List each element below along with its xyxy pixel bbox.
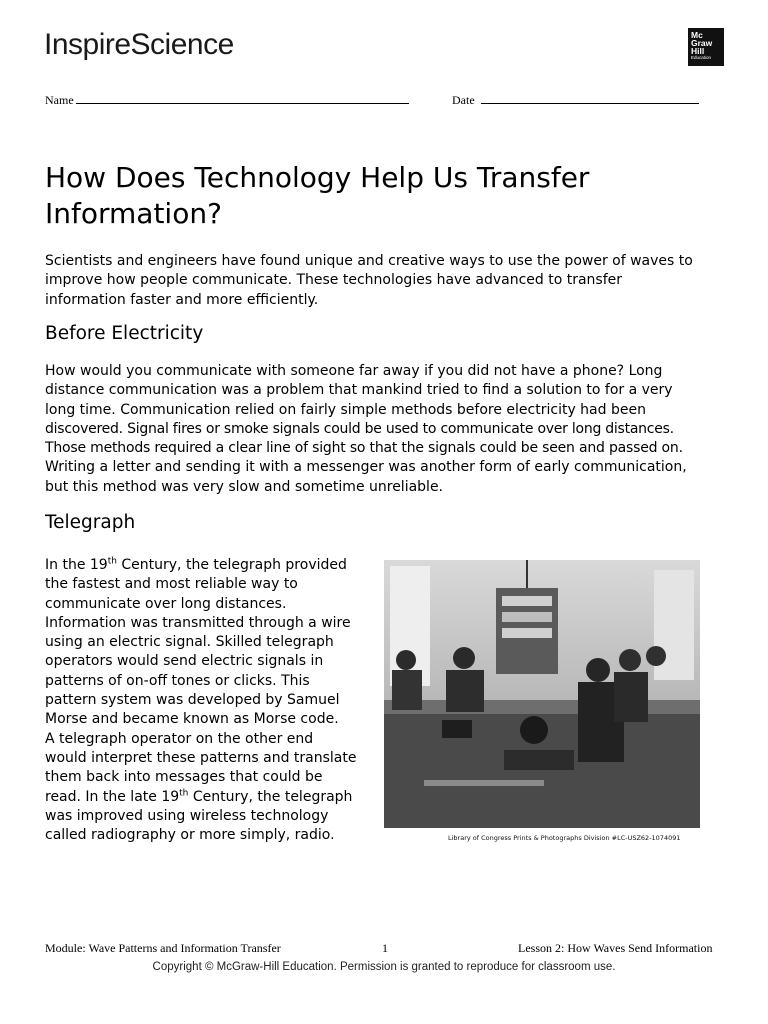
logo-line-1: Mc [691,30,703,40]
photo-illustration [384,560,700,828]
paragraph-line: the fastest and most reliable way to [45,576,298,593]
paragraph-line: A telegraph operator on the other end [45,730,314,747]
footer-page-number: 1 [382,941,388,955]
logo-line-4: Education [691,55,712,60]
date-label: Date [452,93,475,107]
paragraph-line: was improved using wireless technology [45,807,329,824]
text-fragment: read. In the late 19 [45,788,180,805]
intro-line: improve how people communicate. These technologies have advanced to transfer [45,272,623,289]
publisher-logo [688,28,724,66]
date-field[interactable] [452,92,699,108]
footer-module: Module: Wave Patterns and Information Transfer [45,941,281,955]
superscript: th [179,787,189,798]
paragraph-line: Writing a letter and sending it with a messenger was another form of early communication, [45,459,687,476]
text-fragment: In the 19 [45,557,108,573]
paragraph-line: but this method was very slow and sometime unreliable. [45,478,444,495]
name-blank-line[interactable] [76,92,409,104]
footer-lesson: Lesson 2: How Waves Send Information [518,941,713,955]
paragraph-line [45,788,357,807]
photo-caption: Library of Congress Prints & Photographs Division #LC-USZ62-1074091 [448,834,681,842]
text-fragment: Century, the telegraph [188,788,353,805]
section-heading-before-electricity: Before Electricity [45,323,204,344]
before-electricity-paragraph [45,362,687,497]
paragraph-line: distance communication was a problem that mankind tried to find a solution to for a very [45,382,673,399]
brand-logo: InspireScience [44,28,234,61]
page-title: How Does Technology Help Us Transfer Information? [45,161,590,230]
intro-line: Scientists and engineers have found unique and creative ways to use the power of waves to [45,253,693,269]
paragraph-line: Those methods required a clear line of sight so that the signals could be seen and passed on. [45,440,683,457]
date-blank-line[interactable] [481,92,699,104]
name-label: Name [45,93,74,107]
intro-line: information faster and more efficiently. [45,291,319,308]
paragraph-line: pattern system was developed by Samuel [45,692,340,709]
paragraph-line: communicate over long distances. [45,595,287,612]
paragraph-line: long time. Communication relied on fairly simple methods before electricity had been [45,401,646,418]
paragraph-line: discovered. Signal fires or smoke signals could be used to communicate over long distances. [45,420,674,437]
paragraph-line: them back into messages that could be [45,769,323,786]
logo-line-2: Graw [691,38,713,48]
name-field[interactable] [45,92,409,108]
superscript: th [107,556,117,567]
paragraph-line: How would you communicate with someone far away if you did not have a phone? Long [45,363,663,379]
logo-line-3: Hill [691,46,705,56]
paragraph-line: would interpret these patterns and translate [45,749,357,766]
paragraph-line: called radiography or more simply, radio. [45,827,335,844]
paragraph-line: using an electric signal. Skilled telegraph [45,634,334,651]
paragraph-line: operators would send electric signals in [45,653,324,670]
paragraph-line: Information was transmitted through a wire [45,614,351,631]
paragraph-line: Morse and became known as Morse code. [45,711,339,728]
intro-paragraph [45,252,693,310]
telegraph-paragraph [45,556,357,845]
paragraph-line [45,556,357,575]
section-heading-telegraph: Telegraph [45,512,136,533]
text-fragment: Century, the telegraph provided [116,557,347,573]
telegraph-operators-photo [384,560,700,828]
footer-copyright: Copyright © McGraw-Hill Education. Permission is granted to reproduce for classroom use. [152,961,616,973]
paragraph-line: patterns of on-off tones or clicks. This [45,672,310,689]
